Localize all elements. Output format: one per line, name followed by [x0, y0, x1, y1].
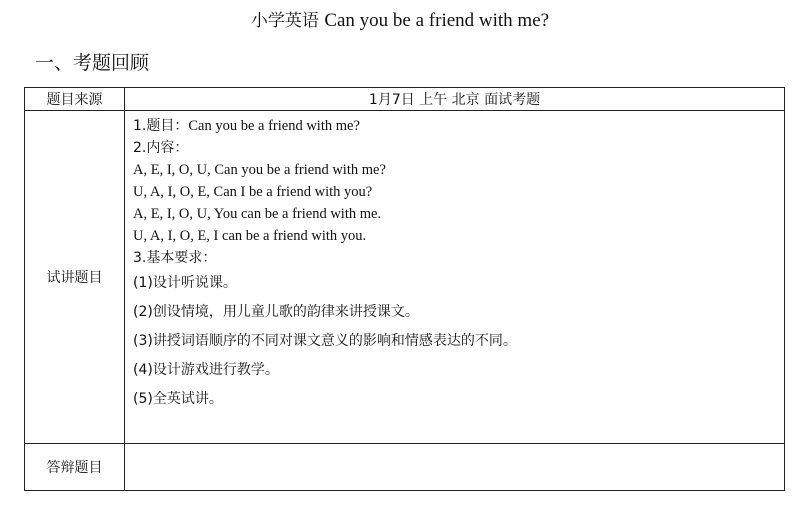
debate-row: [25, 444, 785, 491]
requirement-item: (4)设计游戏进行教学。: [133, 362, 279, 378]
section-heading: 一、考题回顾: [35, 52, 150, 74]
topic-line: [133, 115, 784, 137]
content-line: A, E, I, O, U, You can be a friend with me.: [133, 206, 382, 222]
page-title-en: Can you be a friend with me?: [324, 10, 550, 31]
lecture-label: 试讲题目: [25, 111, 125, 444]
lecture-row: [25, 111, 785, 444]
source-value: 1月7日 上午 北京 面试考题: [125, 88, 785, 111]
exam-table: [24, 87, 785, 491]
requirement-item: (3)讲授词语顺序的不同对课文意义的影响和情感表达的不同。: [133, 333, 517, 349]
debate-label: 答辩题目: [25, 444, 125, 491]
requirement-item: (5)全英试讲。: [133, 391, 223, 407]
page-title: [0, 6, 800, 32]
lecture-content: [125, 111, 784, 414]
debate-value: [125, 444, 785, 491]
requirement-item: (2)创设情境，用儿童儿歌的韵律来讲授课文。: [133, 304, 419, 320]
requirements-heading: 3.基本要求：: [133, 250, 217, 266]
lecture-content-cell: [125, 111, 785, 444]
content-line: U, A, I, O, E, I can be a friend with you.: [133, 228, 367, 244]
content-line: A, E, I, O, U, Can you be a friend with me?: [133, 162, 386, 178]
content-heading: 2.内容：: [133, 140, 189, 156]
requirement-item: (1)设计听说课。: [133, 275, 237, 291]
source-row: [25, 88, 785, 111]
page-title-cn: 小学英语: [250, 11, 319, 31]
source-label: 题目来源: [25, 88, 125, 111]
content-line: U, A, I, O, E, Can I be a friend with you?: [133, 184, 373, 200]
topic-prefix: 1.题目：: [133, 118, 189, 134]
topic-text: Can you be a friend with me?: [188, 118, 360, 134]
